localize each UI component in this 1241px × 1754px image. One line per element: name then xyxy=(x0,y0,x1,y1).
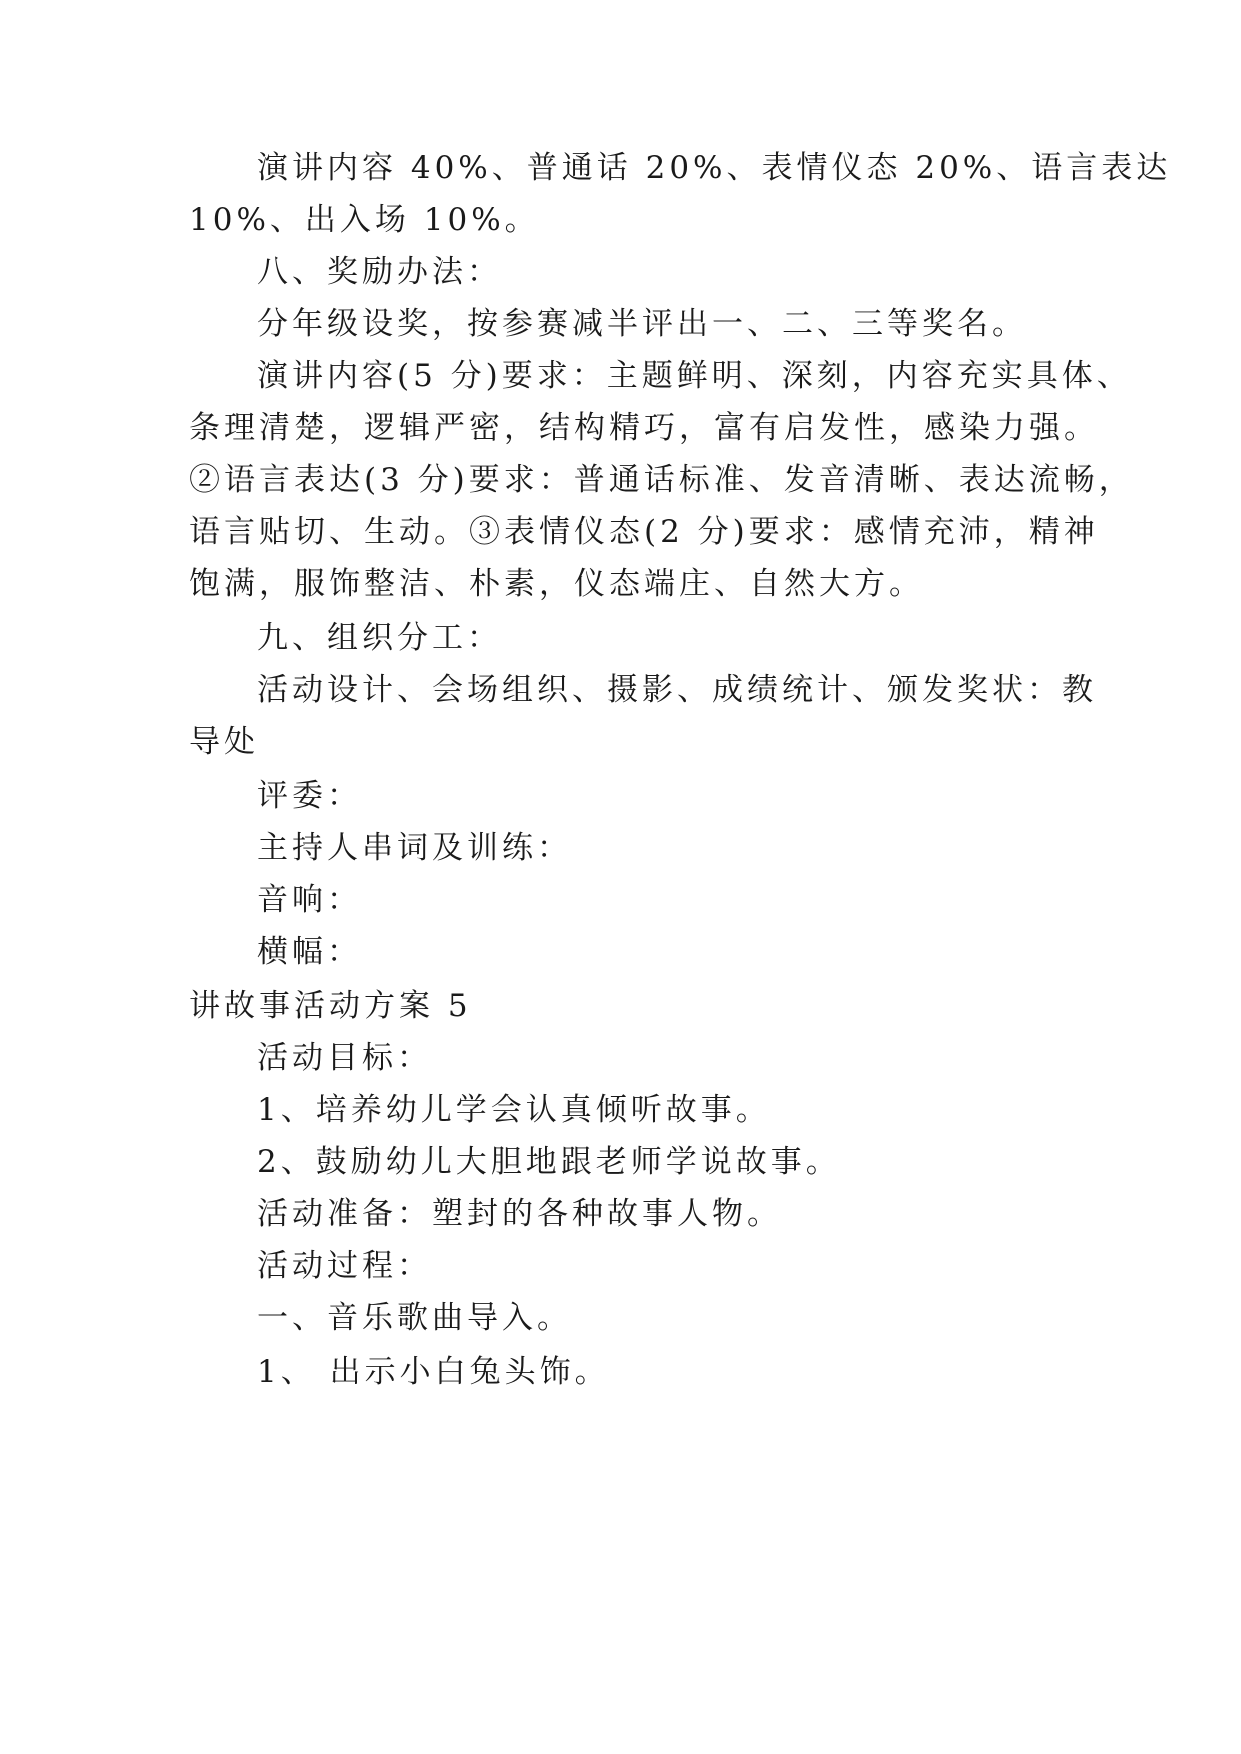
paragraph-line: 分年级设奖，按参赛减半评出一、二、三等奖名。 xyxy=(257,306,1027,342)
section-heading: 活动目标： xyxy=(257,1040,432,1076)
paragraph-line: 语言贴切、生动。③表情仪态(2 分)要求：感情充沛，精神 xyxy=(189,514,1099,550)
paragraph-line: 活动设计、会场组织、摄影、成绩统计、颁发奖状：教 xyxy=(257,672,1097,708)
document-title: 讲故事活动方案 5 xyxy=(189,988,472,1024)
paragraph-line: 饱满，服饰整洁、朴素，仪态端庄、自然大方。 xyxy=(189,566,924,602)
paragraph-line: 10%、出入场 10%。 xyxy=(189,202,540,238)
list-item: 1、培养幼儿学会认真倾听故事。 xyxy=(257,1092,771,1128)
section-heading: 一、音乐歌曲导入。 xyxy=(257,1300,572,1336)
paragraph-line: ②语言表达(3 分)要求：普通话标准、发音清晰、表达流畅， xyxy=(189,462,1134,498)
paragraph-line: 横幅： xyxy=(257,934,362,970)
paragraph-line: 条理清楚，逻辑严密，结构精巧，富有启发性，感染力强。 xyxy=(189,410,1099,446)
paragraph-line: 评委： xyxy=(257,778,362,814)
paragraph-line: 导处 xyxy=(189,724,259,760)
section-heading: 八、奖励办法： xyxy=(257,254,502,290)
list-item: 2、鼓励幼儿大胆地跟老师学说故事。 xyxy=(257,1144,841,1180)
paragraph-line: 主持人串词及训练： xyxy=(257,830,572,866)
paragraph-line: 活动准备：塑封的各种故事人物。 xyxy=(257,1196,782,1232)
section-heading: 九、组织分工： xyxy=(257,620,502,656)
paragraph-line: 演讲内容 40%、普通话 20%、表情仪态 20%、语言表达 xyxy=(257,150,1172,186)
list-item: 1、 出示小白兔头饰。 xyxy=(257,1354,610,1390)
paragraph-line: 音响： xyxy=(257,882,362,918)
section-heading: 活动过程： xyxy=(257,1248,432,1284)
paragraph-line: 演讲内容(5 分)要求：主题鲜明、深刻，内容充实具体、 xyxy=(257,358,1132,394)
